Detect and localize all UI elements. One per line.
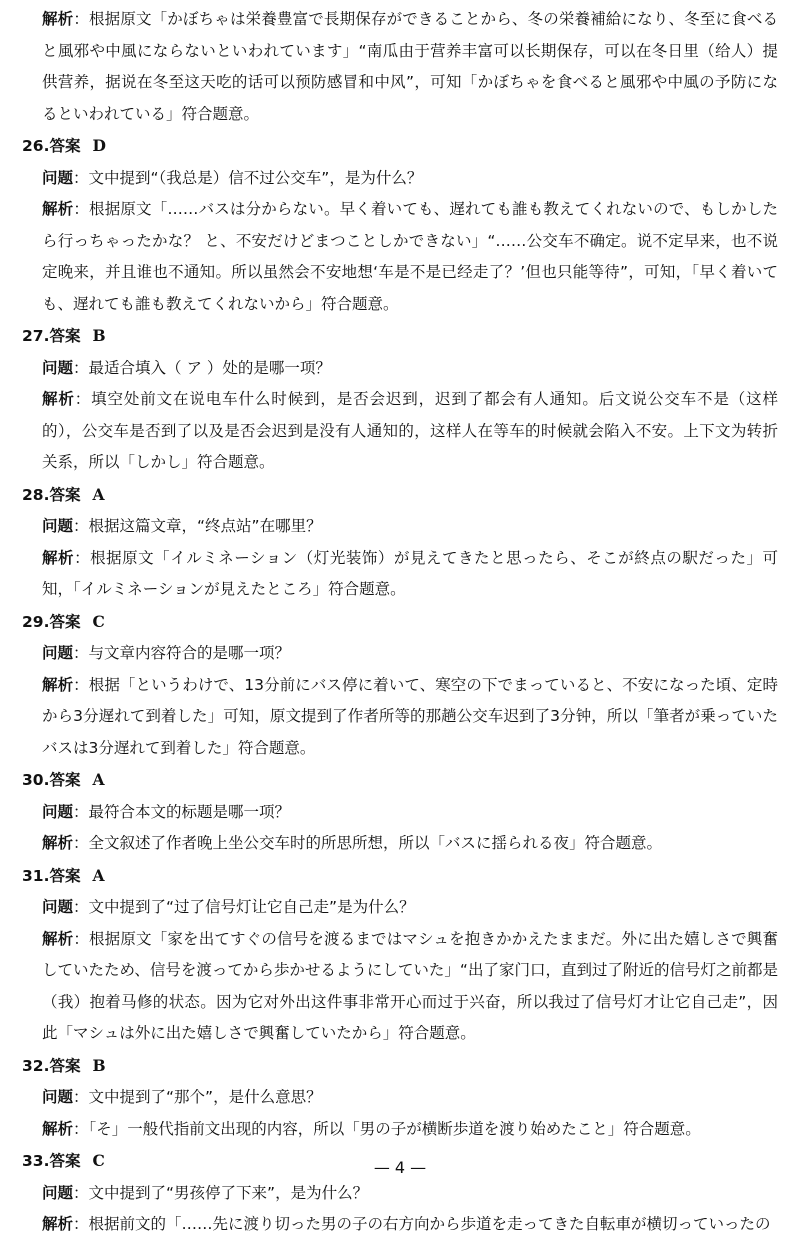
question-label: 问题 — [42, 1183, 74, 1202]
question-line — [22, 353, 778, 385]
question-line — [22, 1082, 778, 1114]
answer-label: 答案 — [49, 771, 81, 789]
question-text: ：文中提到“（我总是）信不过公交车”，是为什么？ — [73, 168, 423, 187]
explanation-text: ：「そ」一般代指前文出现的内容，所以「男の子が横断歩道を渡り始めたこと」符合题意。 — [73, 1119, 701, 1138]
answer-label: 答案 — [49, 612, 81, 631]
question-number: 33. — [22, 1152, 50, 1170]
explanation-text: ：填空处前文在说电车什么时候到，是否会迟到，迟到了都会有人通知。后文说公交车不是（这样的），公交车是否到了以及是否会迟到是没有人通知的，这样人在等车的时候就会陷入不安。上下文为转折关系，所以「しかし」符合题意。 — [42, 390, 778, 471]
explanation-line — [22, 384, 778, 479]
question-line — [22, 638, 778, 670]
question-block — [22, 320, 778, 479]
question-line — [22, 1178, 778, 1210]
explanation-label: 解析 — [42, 390, 75, 408]
question-label: 问题 — [42, 644, 74, 662]
answer-explanations — [22, 4, 778, 1241]
question-number: 30. — [22, 771, 50, 789]
question-label: 问题 — [42, 168, 74, 187]
question-number: 31. — [22, 866, 50, 885]
explanation-label: 解析 — [42, 1215, 74, 1233]
answer-letter: B — [92, 1055, 106, 1075]
question-line — [22, 163, 778, 195]
question-line — [22, 797, 778, 829]
question-number: 29. — [22, 612, 50, 631]
question-label: 问题 — [42, 358, 74, 377]
question-number: 27. — [22, 327, 50, 345]
answer-label: 答案 — [49, 485, 81, 504]
question-text: ：文中提到了“男孩停了下来”，是为什么？ — [73, 1183, 369, 1202]
question-block — [22, 130, 778, 320]
answer-letter: C — [92, 1151, 105, 1170]
question-header — [22, 130, 778, 163]
question-text: ：最符合本文的标题是哪一项？ — [73, 802, 291, 821]
explanation-text: ：根据前文的「……先に渡り切った男の子の右方向から歩道を走ってきた自転車が横切っていったの — [73, 1215, 771, 1233]
explanation-line — [22, 828, 778, 860]
answer-letter: B — [92, 326, 106, 345]
question-header — [22, 606, 778, 639]
answer-label: 答案 — [49, 1056, 81, 1075]
answer-letter: D — [92, 136, 106, 155]
question-text: ：根据这篇文章，“终点站”在哪里？ — [73, 517, 322, 535]
question-line — [22, 511, 778, 543]
question-text: ：文中提到了“过了信号灯让它自己走”是为什么？ — [73, 898, 415, 916]
explanation-line — [22, 924, 778, 1050]
question-text: ：文中提到了“那个”，是什么意思？ — [73, 1088, 322, 1106]
answer-letter: A — [92, 865, 105, 885]
explanation-label: 解析 — [42, 1119, 74, 1138]
explanation-text: ：根据原文「……バスは分からない。早く着いても、遅れても誰も教えてくれないので、もしかしたら行っちゃったかな？ と、不安だけどまつことしかできない」“……公交车不确定。说不定早来，也不说定晚来，并且谁也不通知。所以虽然会不安地想‘车是不是已经走了？’但也只能等待”，可知，「早く着いても、遅れても誰も教えてくれないから」符合题意。 — [42, 200, 778, 313]
question-text: ：与文章内容符合的是哪一项？ — [73, 644, 291, 662]
question-number: 28. — [22, 485, 50, 504]
answer-label: 答案 — [49, 866, 81, 885]
explanation-label: 解析 — [42, 10, 74, 28]
question-header — [22, 764, 778, 797]
question-block — [22, 764, 778, 860]
answer-letter: A — [92, 484, 105, 504]
explanation-line — [22, 1114, 778, 1146]
question-header — [22, 860, 778, 893]
question-header — [22, 479, 778, 512]
explanation-label: 解析 — [42, 200, 74, 218]
page-number: — 4 — — [373, 1158, 427, 1177]
explanation-line — [22, 670, 778, 765]
question-block — [22, 860, 778, 1050]
question-text: ：最适合填入（ ア ）处的是哪一项？ — [73, 358, 331, 377]
question-header — [22, 320, 778, 353]
question-block — [22, 1050, 778, 1146]
answer-label: 答案 — [49, 327, 81, 345]
question-number: 32. — [22, 1056, 50, 1075]
answer-label: 答案 — [49, 1152, 81, 1170]
explanation-line — [22, 4, 778, 130]
explanation-block — [22, 4, 778, 130]
explanation-text: ：根据原文「かぼちゃは栄養豊富で長期保存ができることから、冬の栄養補給になり、冬至に食べると風邪や中風にならないといわれています」“南瓜由于营养丰富可以长期保存，可以在冬日里（给人）提供营养，据说在冬至这天吃的话可以预防感冒和中风”，可知「かぼちゃを食べると風邪や中風の予防になるといわれている」符合题意。 — [42, 10, 778, 123]
answer-letter: C — [92, 611, 105, 631]
explanation-text: ：根据「というわけで、13分前にバス停に着いて、寒空の下でまっていると、不安になった頃、定時から3分遅れて到着した」可知，原文提到了作者所等的那趟公交车迟到了3分钟，所以「筆者が乗っていたバスは3分遅れて到着した」符合题意。 — [42, 675, 778, 757]
question-block — [22, 606, 778, 765]
question-line — [22, 892, 778, 924]
answer-letter: A — [92, 770, 105, 789]
explanation-label: 解析 — [42, 834, 74, 852]
question-label: 问题 — [42, 517, 74, 535]
question-label: 问题 — [42, 802, 74, 821]
explanation-label: 解析 — [42, 548, 75, 567]
explanation-label: 解析 — [42, 675, 74, 694]
explanation-line — [22, 543, 778, 606]
explanation-label: 解析 — [42, 929, 74, 948]
answer-label: 答案 — [49, 137, 81, 155]
explanation-text: ：全文叙述了作者晚上坐公交车时的所思所想，所以「バスに揺られる夜」符合题意。 — [73, 834, 663, 852]
question-number: 26. — [22, 137, 50, 155]
explanation-text: ：根据原文「家を出てすぐの信号を渡るまではマシュを抱きかかえたままだ。外に出た嬉しさで興奮していたため、信号を渡ってから歩かせるようにしていた」“出了家门口，直到过了附近的信号灯之前都是（我）抱着马修的状态。因为它对外出这件事非常开心而过于兴奋，所以我过了信号灯才让它自己走”，因此「マシュは外に出た嬉しさで興奮していたから」符合题意。 — [42, 929, 778, 1042]
explanation-text: ：根据原文「イルミネーション（灯光装饰）が見えてきたと思ったら、そこが終点の駅だった」可知，「イルミネーションが見えたところ」符合题意。 — [42, 548, 778, 598]
question-block — [22, 479, 778, 606]
question-label: 问题 — [42, 1088, 74, 1106]
question-header — [22, 1050, 778, 1083]
explanation-line — [22, 194, 778, 320]
explanation-line — [22, 1209, 778, 1241]
question-label: 问题 — [42, 898, 74, 916]
